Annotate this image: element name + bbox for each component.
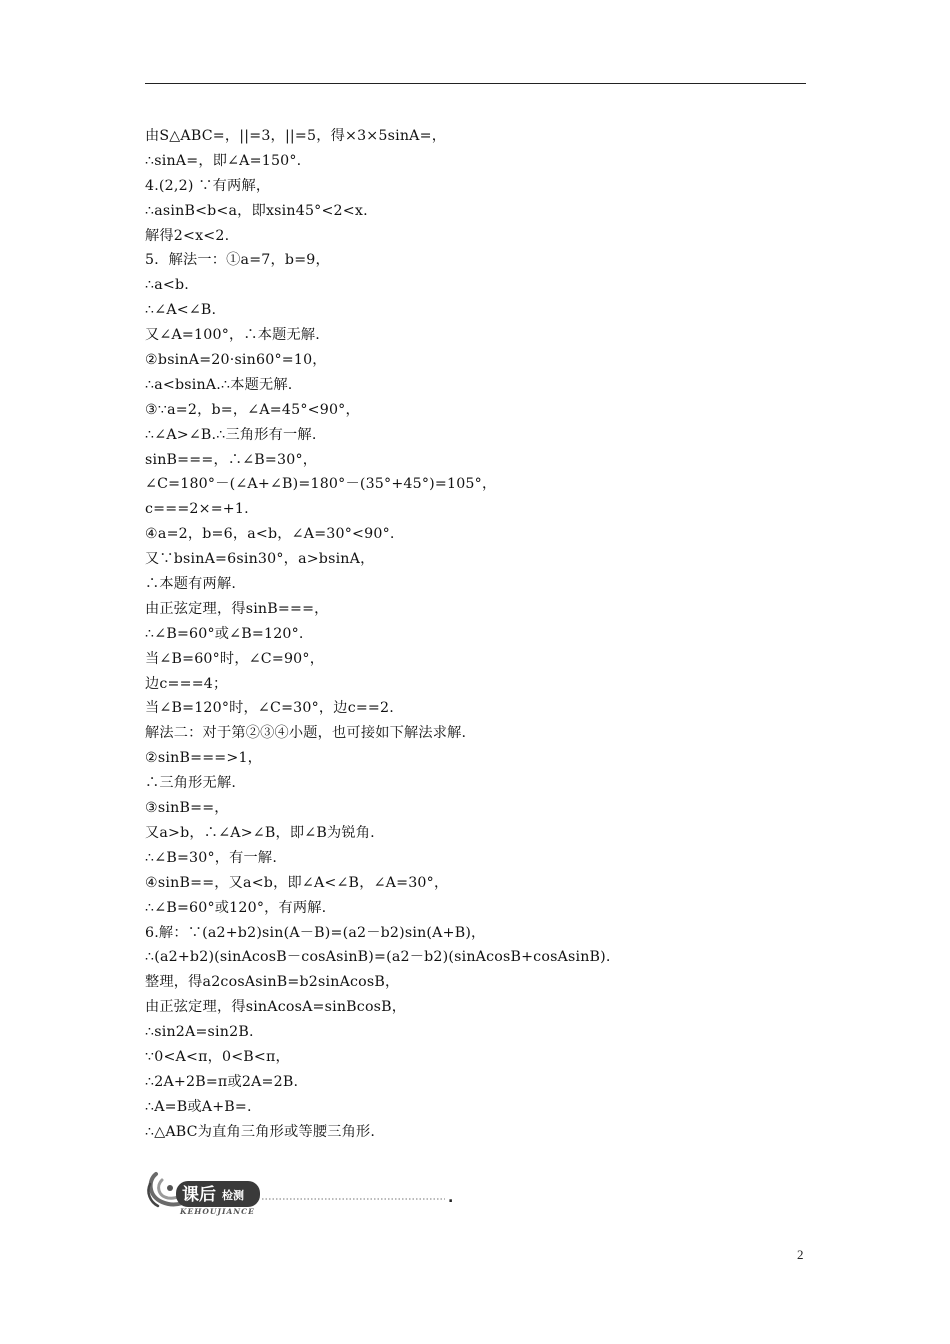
text-line: ②bsinA=20·sin60°=10，	[145, 352, 327, 369]
text-line: ∵0<A<π，0<B<π，	[145, 1048, 290, 1065]
text-line: ②sinB===>1，	[145, 750, 263, 767]
page-number: 2	[797, 1247, 804, 1262]
text-line: 5．解法一：①a=7，b=9，	[145, 252, 330, 269]
text-line: ∴a<b.	[145, 277, 189, 294]
banner-title-small: 检测	[222, 1189, 244, 1202]
text-line: 由正弦定理，得sinB===，	[145, 600, 329, 617]
text-line: ④a=2，b=6，a<b，∠A=30°<90°.	[145, 526, 395, 543]
text-line: 当∠B=120°时，∠C=30°，边c==2.	[145, 700, 394, 717]
text-line: 由正弦定理，得sinAcosA=sinBcosB，	[145, 999, 407, 1016]
banner-trailing-dot: .	[448, 1190, 454, 1206]
text-line: c===2×=+1.	[145, 501, 249, 518]
text-line: ∴asinB<b<a，即xsin45°<2<x.	[145, 202, 368, 219]
text-line: 又∵bsinA=6sin30°，a>bsinA，	[145, 551, 375, 568]
text-line: 6.解：∵(a2+b2)sin(A－B)=(a2－b2)sin(A+B)，	[145, 924, 486, 941]
text-line: ∴∠B=30°，有一解.	[145, 849, 278, 866]
text-line: ∴△ABC为直角三角形或等腰三角形.	[145, 1123, 376, 1140]
text-line: ④sinB==，又a<b，即∠A<∠B，∠A=30°，	[145, 874, 449, 891]
text-line: ∴∠B=60°或120°，有两解.	[145, 899, 327, 916]
text-line: 解法二：对于第②③④小题，也可接如下解法求解.	[145, 725, 467, 742]
header-rule	[145, 83, 806, 84]
section-banner	[140, 1166, 470, 1216]
text-line: ∴∠A<∠B.	[145, 302, 217, 319]
text-line: ∴∠B=60°或∠B=120°.	[145, 625, 304, 642]
text-line: ∴sin2A=sin2B.	[145, 1024, 254, 1041]
text-line: sinB===，∴∠B=30°，	[145, 451, 318, 468]
text-line: 4.(2,2) ∵有两解，	[145, 177, 271, 194]
text-line: ∴2A+2B=π或2A=2B.	[145, 1073, 299, 1090]
text-line: 当∠B=60°时，∠C=90°，	[145, 650, 325, 667]
text-line: 由S△ABC=，||=3，||=5，得×3×5sinA=，	[145, 128, 447, 144]
text-line: ∴sinA=，即∠A=150°.	[145, 152, 302, 169]
text-line: ∴∠A>∠B.∴三角形有一解.	[145, 426, 317, 443]
text-line: ③∵a=2，b=，∠A=45°<90°，	[145, 401, 360, 418]
text-line: ∴a<bsinA.∴本题无解.	[145, 376, 293, 393]
text-line: 整理，得a2cosAsinB=b2sinAcosB，	[145, 974, 400, 991]
text-line: ∴三角形无解.	[145, 775, 237, 792]
text-line: 又a>b，∴∠A>∠B，即∠B为锐角.	[145, 824, 375, 841]
text-line: ∴A=B或A+B=.	[145, 1098, 252, 1115]
text-line: 又∠A=100°，∴本题无解.	[145, 327, 321, 344]
text-line: ∠C=180°－(∠A+∠B)=180°－(35°+45°)=105°，	[145, 476, 497, 493]
text-line: 边c===4；	[145, 675, 228, 692]
banner-title-big: 课后	[182, 1185, 216, 1205]
text-line: ∴(a2+b2)(sinAcosB－cosAsinB)=(a2－b2)(sinAcosB+cosAsinB).	[145, 949, 611, 966]
solution-text	[145, 124, 805, 1145]
banner-subtitle: KEHOUJIANCE	[180, 1207, 255, 1216]
text-line: ∴本题有两解.	[145, 576, 237, 593]
text-line: ③sinB==，	[145, 800, 229, 817]
banner-graphic	[140, 1166, 470, 1216]
text-line: 解得2<x<2.	[145, 227, 230, 244]
